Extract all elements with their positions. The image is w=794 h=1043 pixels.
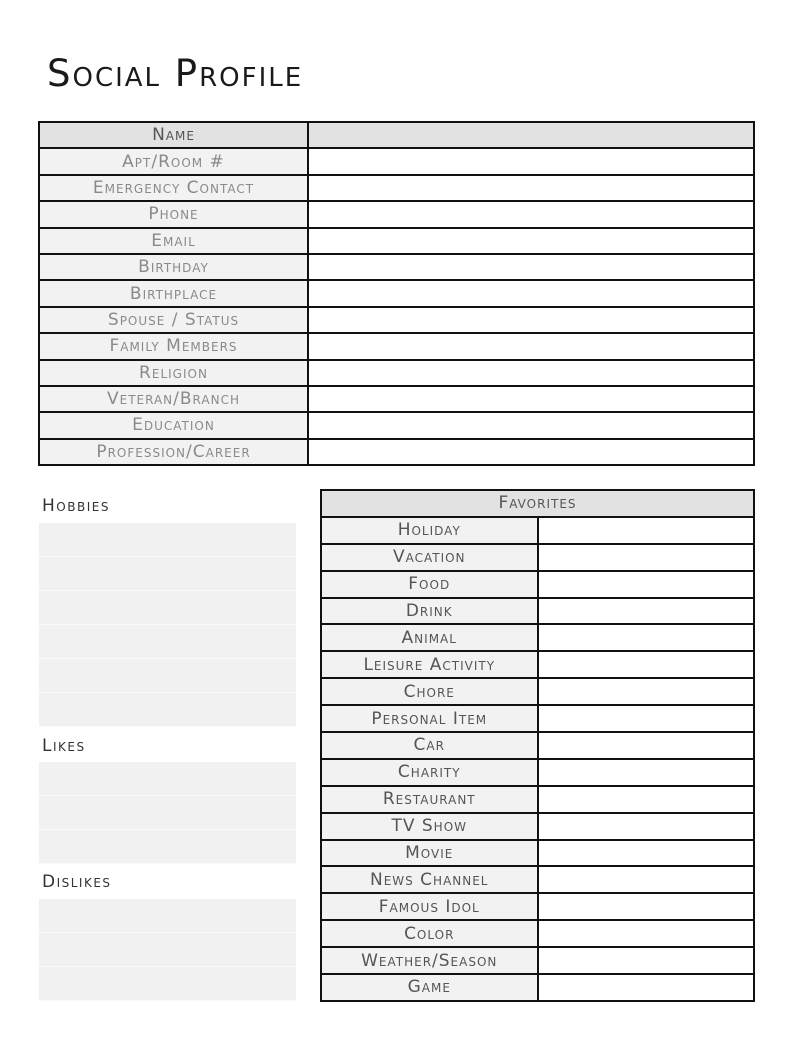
favorite-label: Famous Idol (321, 893, 538, 920)
profile-field-label: Apt/Room # (39, 148, 308, 174)
favorite-label: Chore (321, 678, 538, 705)
profile-field-input[interactable] (308, 148, 754, 174)
profile-field-input[interactable] (308, 333, 754, 359)
favorites-row (321, 920, 754, 947)
profile-field-input[interactable] (308, 201, 754, 227)
profile-field-label: Phone (39, 201, 308, 227)
profile-row (39, 254, 754, 280)
profile-row (39, 307, 754, 333)
hobbies-line[interactable] (39, 625, 296, 659)
favorite-label: News Channel (321, 866, 538, 893)
profile-field-input[interactable] (308, 254, 754, 280)
favorites-row (321, 705, 754, 732)
favorite-input[interactable] (538, 517, 755, 544)
favorite-input[interactable] (538, 544, 755, 571)
dislikes-heading: Dislikes (42, 872, 112, 892)
favorite-input[interactable] (538, 651, 755, 678)
hobbies-line[interactable] (39, 557, 296, 591)
favorite-label: Food (321, 571, 538, 598)
profile-field-label: Birthplace (39, 280, 308, 306)
profile-field-input[interactable] (308, 439, 754, 465)
favorites-row (321, 813, 754, 840)
profile-field-input[interactable] (308, 228, 754, 254)
profile-row (39, 439, 754, 465)
favorites-row (321, 598, 754, 625)
profile-field-input[interactable] (308, 307, 754, 333)
profile-field-input[interactable] (308, 360, 754, 386)
favorite-label: Color (321, 920, 538, 947)
hobbies-line[interactable] (39, 591, 296, 625)
profile-field-input[interactable] (308, 280, 754, 306)
favorite-input[interactable] (538, 624, 755, 651)
favorite-label: Restaurant (321, 786, 538, 813)
favorites-table (320, 489, 755, 1002)
profile-row (39, 148, 754, 174)
dislikes-line[interactable] (39, 967, 296, 1001)
favorites-row (321, 678, 754, 705)
likes-line[interactable] (39, 830, 296, 864)
profile-field-label: Emergency Contact (39, 175, 308, 201)
favorite-input[interactable] (538, 947, 755, 974)
profile-field-label: Veteran/Branch (39, 386, 308, 412)
profile-row (39, 333, 754, 359)
favorite-label: Leisure Activity (321, 651, 538, 678)
favorite-label: Weather/Season (321, 947, 538, 974)
profile-field-label: Religion (39, 360, 308, 386)
favorite-input[interactable] (538, 813, 755, 840)
profile-field-label: Name (39, 122, 308, 148)
likes-fill-area (39, 762, 296, 864)
dislikes-line[interactable] (39, 899, 296, 933)
hobbies-fill-area (39, 523, 296, 727)
favorites-row (321, 544, 754, 571)
favorites-row (321, 840, 754, 867)
profile-row (39, 386, 754, 412)
favorite-label: Charity (321, 759, 538, 786)
profile-field-input[interactable] (308, 386, 754, 412)
favorite-input[interactable] (538, 786, 755, 813)
dislikes-line[interactable] (39, 933, 296, 967)
favorites-row (321, 624, 754, 651)
favorite-input[interactable] (538, 866, 755, 893)
favorites-row (321, 866, 754, 893)
favorites-row (321, 517, 754, 544)
favorite-label: TV Show (321, 813, 538, 840)
profile-field-label: Family Members (39, 333, 308, 359)
profile-field-input[interactable] (308, 412, 754, 438)
page-title: Social Profile (47, 52, 304, 95)
hobbies-line[interactable] (39, 693, 296, 727)
profile-field-label: Spouse / Status (39, 307, 308, 333)
favorite-input[interactable] (538, 732, 755, 759)
favorites-row (321, 974, 754, 1001)
profile-table (38, 121, 755, 466)
favorite-label: Animal (321, 624, 538, 651)
favorite-label: Drink (321, 598, 538, 625)
favorites-header: Favorites (321, 490, 754, 517)
profile-row (39, 228, 754, 254)
favorite-input[interactable] (538, 759, 755, 786)
profile-field-input[interactable] (308, 122, 754, 148)
profile-row (39, 412, 754, 438)
hobbies-line[interactable] (39, 523, 296, 557)
favorite-input[interactable] (538, 705, 755, 732)
favorite-input[interactable] (538, 893, 755, 920)
favorite-label: Personal Item (321, 705, 538, 732)
favorite-label: Movie (321, 840, 538, 867)
favorite-input[interactable] (538, 571, 755, 598)
profile-row (39, 122, 754, 148)
favorite-input[interactable] (538, 678, 755, 705)
favorite-label: Vacation (321, 544, 538, 571)
hobbies-heading: Hobbies (42, 496, 110, 516)
profile-field-input[interactable] (308, 175, 754, 201)
profile-row (39, 201, 754, 227)
likes-line[interactable] (39, 762, 296, 796)
favorites-row (321, 759, 754, 786)
favorites-row (321, 947, 754, 974)
favorites-row (321, 732, 754, 759)
hobbies-line[interactable] (39, 659, 296, 693)
favorite-input[interactable] (538, 974, 755, 1001)
favorite-input[interactable] (538, 840, 755, 867)
favorites-row (321, 786, 754, 813)
favorite-input[interactable] (538, 598, 755, 625)
profile-field-label: Birthday (39, 254, 308, 280)
favorites-row (321, 651, 754, 678)
likes-heading: Likes (42, 736, 86, 756)
profile-field-label: Education (39, 412, 308, 438)
profile-field-label: Profession/Career (39, 439, 308, 465)
favorite-input[interactable] (538, 920, 755, 947)
favorites-row (321, 893, 754, 920)
likes-line[interactable] (39, 796, 296, 830)
profile-row (39, 280, 754, 306)
dislikes-fill-area (39, 899, 296, 1001)
profile-field-label: Email (39, 228, 308, 254)
favorite-label: Car (321, 732, 538, 759)
profile-row (39, 360, 754, 386)
favorites-row (321, 571, 754, 598)
profile-row (39, 175, 754, 201)
favorite-label: Game (321, 974, 538, 1001)
favorite-label: Holiday (321, 517, 538, 544)
